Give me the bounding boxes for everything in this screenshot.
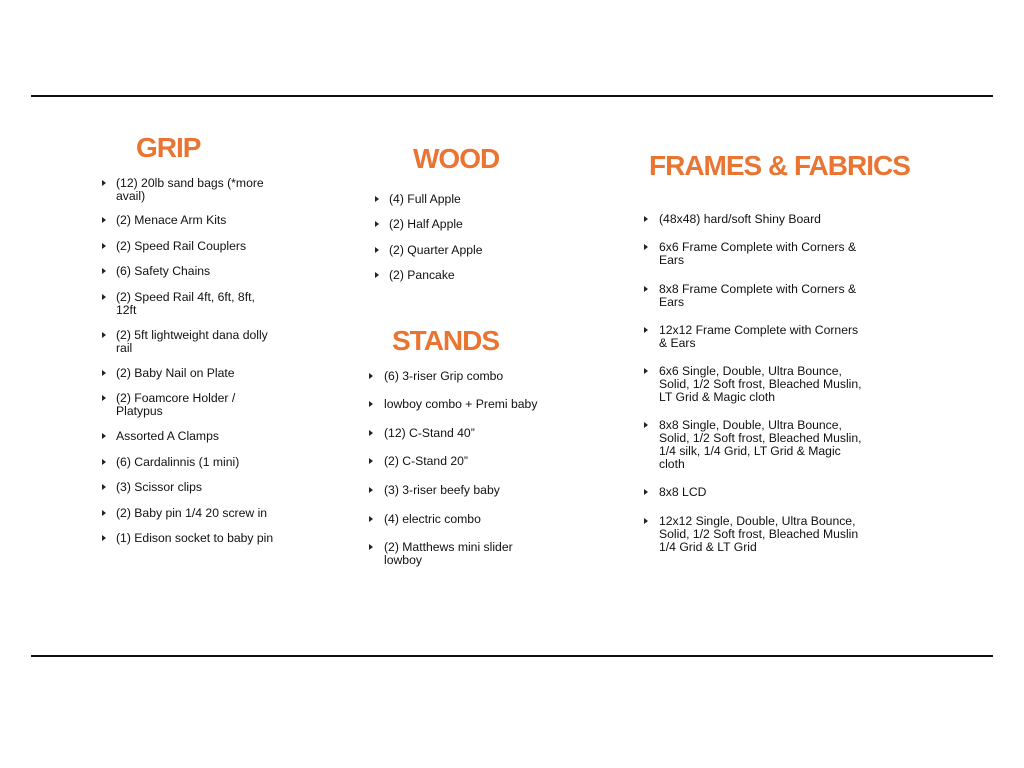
bullet-arrow-icon [102, 268, 106, 274]
list-item [369, 484, 569, 497]
bullet-arrow-icon [644, 286, 648, 292]
list-item-text: (6) Cardalinnis (1 mini) [116, 455, 240, 469]
list-item-text: (12) 20lb sand bags (*more avail) [116, 176, 264, 203]
list-item [644, 283, 894, 309]
bullet-arrow-icon [375, 272, 379, 278]
list-item-text: Assorted A Clamps [116, 429, 219, 443]
list-item [369, 427, 569, 440]
bullet-arrow-icon [102, 535, 106, 541]
bullet-arrow-icon [644, 518, 648, 524]
list-item-text: 8x8 LCD [659, 485, 707, 499]
list-item [644, 241, 894, 267]
list-item-text: (6) 3-riser Grip combo [384, 369, 504, 383]
list-item [644, 486, 894, 499]
list-item-text: 8x8 Single, Double, Ultra Bounce, Solid, 1/2 Soft frost, Bleached Muslin, 1/4 silk, 1/4 Grid, LT Grid & Magic cloth [659, 418, 862, 471]
list-item [375, 244, 575, 257]
bullet-arrow-icon [644, 216, 648, 222]
bullet-arrow-icon [369, 516, 373, 522]
bullet-arrow-icon [369, 401, 373, 407]
bullet-arrow-icon [644, 244, 648, 250]
bullet-arrow-icon [102, 332, 106, 338]
list-item-text: (2) Quarter Apple [389, 243, 483, 257]
bullet-arrow-icon [375, 247, 379, 253]
list-item-text: (3) 3-riser beefy baby [384, 483, 500, 497]
bullet-arrow-icon [644, 327, 648, 333]
bullet-arrow-icon [369, 430, 373, 436]
list-item [102, 291, 292, 317]
list-item-text: (4) Full Apple [389, 192, 461, 206]
list-item-text: 6x6 Frame Complete with Corners & Ears [659, 240, 857, 267]
bullet-arrow-icon [644, 422, 648, 428]
frames-fabrics-heading: FRAMES & FABRICS [649, 150, 910, 181]
list-item-text: (12) C-Stand 40” [384, 426, 475, 440]
stands-heading: STANDS [392, 325, 500, 356]
bullet-arrow-icon [369, 373, 373, 379]
list-item-text: (2) Speed Rail 4ft, 6ft, 8ft, 12ft [116, 290, 255, 317]
list-item [644, 324, 894, 350]
bottom-divider [31, 655, 993, 657]
list-item-text: (48x48) hard/soft Shiny Board [659, 212, 821, 226]
bullet-arrow-icon [102, 243, 106, 249]
list-item [369, 455, 569, 468]
bullet-arrow-icon [102, 433, 106, 439]
bullet-arrow-icon [102, 484, 106, 490]
list-item [644, 515, 894, 554]
list-item-text: (2) Menace Arm Kits [116, 213, 227, 227]
list-item [102, 481, 292, 494]
list-item [102, 507, 292, 520]
list-item [369, 370, 569, 383]
bullet-arrow-icon [644, 368, 648, 374]
list-item-text: (6) Safety Chains [116, 264, 211, 278]
list-item [644, 365, 894, 404]
wood-heading: WOOD [413, 143, 500, 174]
top-divider [31, 95, 993, 97]
bullet-arrow-icon [102, 395, 106, 401]
bullet-arrow-icon [369, 487, 373, 493]
list-item-text: (2) Matthews mini slider lowboy [384, 540, 513, 567]
bullet-arrow-icon [369, 544, 373, 550]
list-item [369, 513, 569, 526]
list-item [102, 265, 292, 278]
list-item [369, 541, 569, 567]
list-item [102, 392, 292, 418]
list-item [375, 193, 575, 206]
list-item [375, 218, 575, 231]
list-item-text: (2) Baby pin 1/4 20 screw in [116, 506, 268, 520]
list-item [644, 213, 894, 226]
list-item [102, 214, 292, 227]
list-item-text: (3) Scissor clips [116, 480, 203, 494]
list-item-text: (2) Foamcore Holder / Platypus [116, 391, 236, 418]
bullet-arrow-icon [369, 458, 373, 464]
bullet-arrow-icon [102, 370, 106, 376]
list-item [102, 367, 292, 380]
list-item-text: lowboy combo + Premi baby [384, 397, 538, 411]
list-item [102, 532, 292, 545]
list-item-text: (2) Speed Rail Couplers [116, 239, 247, 253]
list-item [102, 177, 292, 203]
list-item [102, 240, 292, 253]
list-item-text: (1) Edison socket to baby pin [116, 531, 274, 545]
list-item-text: (2) 5ft lightweight dana dolly rail [116, 328, 268, 355]
list-item-text: 12x12 Frame Complete with Corners & Ears [659, 323, 859, 350]
list-item [102, 329, 292, 355]
list-item-text: 8x8 Frame Complete with Corners & Ears [659, 282, 857, 309]
list-item-text: 6x6 Single, Double, Ultra Bounce, Solid, 1/2 Soft frost, Bleached Muslin, LT Grid & Magic cloth [659, 364, 862, 404]
list-item [375, 269, 575, 282]
bullet-arrow-icon [375, 221, 379, 227]
list-item-text: (2) Half Apple [389, 217, 463, 231]
list-item-text: (2) Baby Nail on Plate [116, 366, 235, 380]
bullet-arrow-icon [102, 180, 106, 186]
list-item-text: 12x12 Single, Double, Ultra Bounce, Solid, 1/2 Soft frost, Bleached Muslin 1/4 Grid & LT Grid [659, 514, 859, 554]
list-item [102, 456, 292, 469]
list-item-text: (2) Pancake [389, 268, 455, 282]
bullet-arrow-icon [102, 459, 106, 465]
list-item-text: (4) electric combo [384, 512, 481, 526]
bullet-arrow-icon [102, 294, 106, 300]
list-item-text: (2) C-Stand 20” [384, 454, 468, 468]
bullet-arrow-icon [102, 217, 106, 223]
list-item [644, 419, 894, 471]
list-item [102, 430, 292, 443]
bullet-arrow-icon [644, 489, 648, 495]
bullet-arrow-icon [375, 196, 379, 202]
grip-heading: GRIP [136, 132, 201, 163]
bullet-arrow-icon [102, 510, 106, 516]
list-item [369, 398, 569, 411]
